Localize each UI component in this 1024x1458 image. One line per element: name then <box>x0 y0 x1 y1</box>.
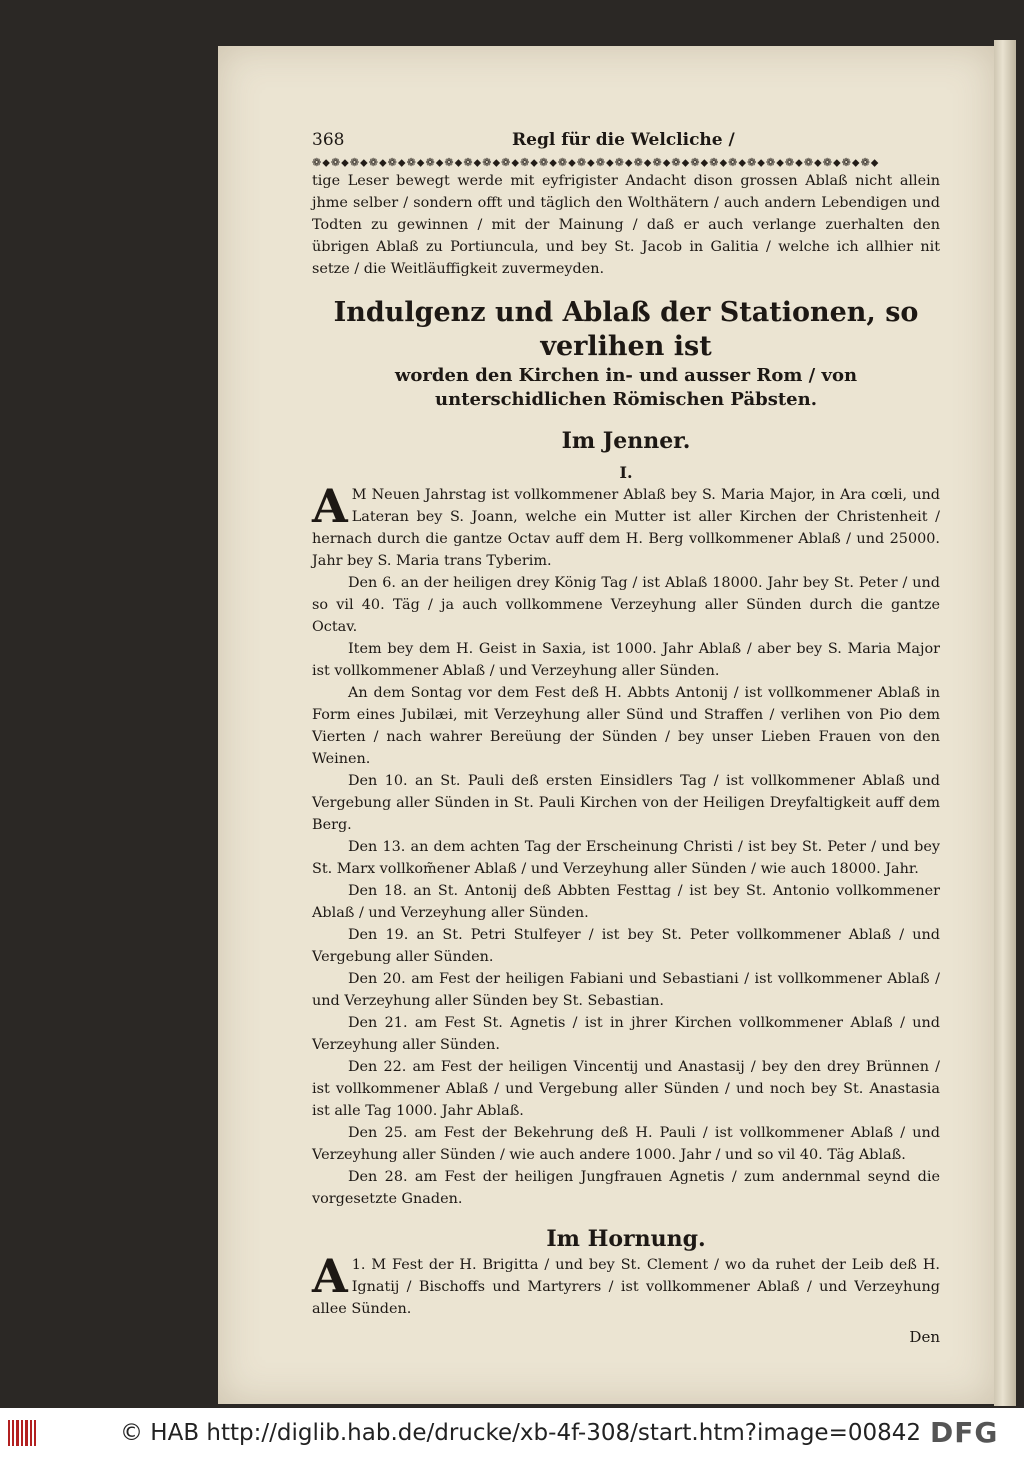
entry-number: I. <box>619 463 633 482</box>
paragraph: Den 28. am Fest der heiligen Jungfrauen Agnetis / zum andernmal seynd die vorgesetzte Gnaden. <box>312 1169 940 1207</box>
january-first-text: M Neuen Jahrstag ist vollkommener Ablaß bey S. Maria Major, in Ara cœli, und Lateran bey S. Joann, welche ein Mutter ist aller Kirchen der Christenheit / hernach durch die gantze Octav auff dem H. Berg vollkommener Ablaß / und 25000. Jahr bey S. Maria trans Tyberim. <box>312 487 940 569</box>
drop-cap: A <box>312 479 348 533</box>
barcode-icon <box>8 1420 38 1446</box>
paragraph: Den 19. an St. Petri Stulfeyer / ist bey St. Peter vollkommener Ablaß / und Vergebung aller Sünden. <box>312 927 940 965</box>
running-title: Regl für die Welcliche / <box>512 130 735 150</box>
february-first-text: M Fest der H. Brigitta / und bey St. Clement / wo da ruhet der Leib deß H. Ignatij / Bischoffs und Martyrers / ist vollkommener Ablaß / und Verzeyhung allee Sünden. <box>312 1257 940 1317</box>
page-number: 368 <box>312 130 345 150</box>
paragraph: Den 6. an der heiligen drey König Tag / ist Ablaß 18000. Jahr bey St. Peter / und so vil 40. Täg / ja auch vollkommene Verzeyhung aller Sünden durch die gantze Octav. <box>312 575 940 635</box>
paragraph: Item bey dem H. Geist in Saxia, ist 1000. Jahr Ablaß / aber bey S. Maria Major ist vollkommener Ablaß / und Verzeyhung aller Sünden. <box>312 641 940 679</box>
paragraph: Den 10. an St. Pauli deß ersten Einsidlers Tag / ist vollkommener Ablaß und Vergebung aller Sünden in St. Pauli Kirchen von der Heiligen Dreyfaltigkeit auff dem Berg. <box>312 773 940 833</box>
catchword: Den <box>909 1328 940 1346</box>
paragraph: Den 20. am Fest der heiligen Fabiani und Sebastiani / ist vollkommener Ablaß / und Verzeyhung aller Sünden bey St. Sebastian. <box>312 971 940 1009</box>
paragraph: Den 25. am Fest der Bekehrung deß H. Pauli / ist vollkommener Ablaß / und Verzeyhung aller Sünden / wie auch andere 1000. Jahr / und so vil 40. Täg Ablaß. <box>312 1125 940 1163</box>
drop-cap: A <box>312 1249 348 1303</box>
dfg-logo: DFG <box>930 1416 999 1449</box>
february-entry-number: 1. <box>351 1257 366 1273</box>
section-heading: Indulgenz und Ablaß der Stationen, so verlihen ist <box>333 297 919 362</box>
january-first-paragraph <box>312 479 940 572</box>
paragraph: Den 22. am Fest der heiligen Vincentij und Anastasij / bey den drey Brünnen / ist vollkommener Ablaß / und Vergebung aller Sünden / und noch bey St. Anastasia ist alle Tag 1000. Jahr Ablaß. <box>312 1059 940 1119</box>
page-content <box>312 128 940 1348</box>
paragraph: Den 21. am Fest St. Agnetis / ist in jhrer Kirchen vollkommener Ablaß / und Verzeyhung aller Sünden. <box>312 1015 940 1053</box>
paragraph: Den 13. an dem achten Tag der Erscheinung Christi / ist bey St. Peter / und bey St. Marx vollkom̃ener Ablaß / und Verzeyhung aller Sünden / wie auch 18000. Jahr. <box>312 839 940 877</box>
ornament-rule: ❁⬥❁⬥❁⬥❁⬥❁⬥❁⬥❁⬥❁⬥❁⬥❁⬥❁⬥❁⬥❁⬥❁⬥❁⬥❁⬥❁⬥❁⬥❁⬥❁⬥❁⬥❁⬥❁⬥❁⬥❁⬥❁⬥❁⬥❁⬥❁⬥❁⬥ <box>312 156 880 169</box>
section-subheading: worden den Kirchen in- und ausser Rom / von unterschidlichen Römischen Päbsten. <box>394 365 858 410</box>
source-link[interactable]: © HAB http://diglib.hab.de/drucke/xb-4f-308/start.htm?image=00842 <box>120 1420 922 1446</box>
month-heading-february: Im Hornung. <box>546 1226 706 1252</box>
intro-paragraph: tige Leser bewegt werde mit eyfrigister Andacht dison grossen Ablaß nicht allein jhme selber / sondern offt und täglich den Wolthätern / auch andern Lebendigen und Todten zu gewinnen / mit der Mainung / daß er auch verlange zuerhalten den übrigen Ablaß zu Portiuncula, und bey St. Jacob in Galitia / welche ich allhier nit setze / die Weitläuffigkeit zuvermeyden. <box>312 173 940 277</box>
paragraph: Den 18. an St. Antonij deß Abbten Festtag / ist bey St. Antonio vollkommener Ablaß / und Verzeyhung aller Sünden. <box>312 883 940 921</box>
february-first-paragraph <box>312 1249 940 1320</box>
footer-bar <box>0 1408 1024 1458</box>
paragraph: An dem Sontag vor dem Fest deß H. Abbts Antonij / ist vollkommener Ablaß in Form eines Jubilæi, mit Verzeyhung aller Sünd und Straffen / verlihen von Pio dem Vierten / nach wahrer Bereüung der Sünden / bey unser Lieben Frauen von den Weinen. <box>312 685 940 767</box>
month-heading-january: Im Jenner. <box>561 428 691 454</box>
page-header <box>312 128 940 152</box>
next-page-edge <box>994 40 1016 1406</box>
